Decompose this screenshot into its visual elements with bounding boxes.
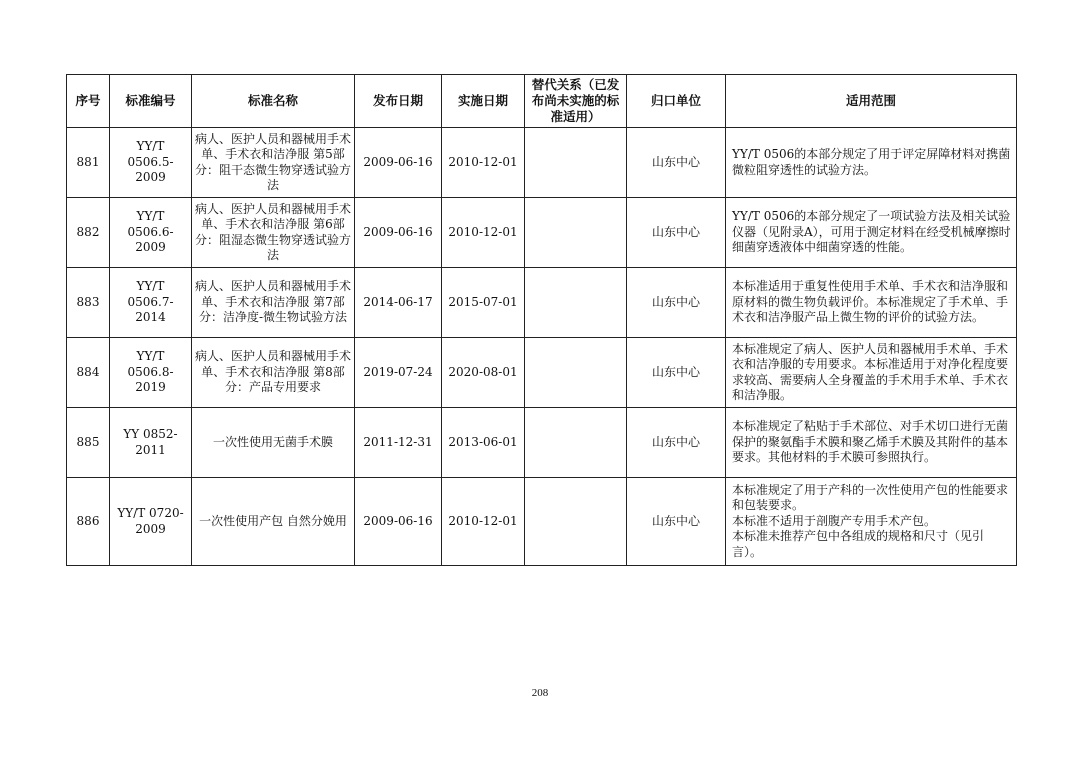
table-row [67, 198, 1017, 268]
cell-code: YY/T 0506.7-2014 [110, 268, 192, 338]
cell-unit: 山东中心 [627, 478, 726, 566]
cell-impl-date: 2010-12-01 [442, 198, 525, 268]
cell-impl-date: 2015-07-01 [442, 268, 525, 338]
cell-replace [525, 128, 627, 198]
cell-scope [726, 478, 1017, 566]
cell-code: YY 0852-2011 [110, 408, 192, 478]
cell-name: 病人、医护人员和器械用手术单、手术衣和洁净服 第6部分：阻湿态微生物穿透试验方法 [192, 198, 355, 268]
cell-name: 病人、医护人员和器械用手术单、手术衣和洁净服 第5部分：阻干态微生物穿透试验方法 [192, 128, 355, 198]
header-cell-impl-date: 实施日期 [442, 75, 525, 128]
cell-replace [525, 338, 627, 408]
cell-scope: YY/T 0506的本部分规定了用于评定屏障材料对携菌微粒阻穿透性的试验方法。 [726, 128, 1017, 198]
cell-scope: 本标准规定了病人、医护人员和器械用手术单、手术衣和洁净服的专用要求。本标准适用于对净化程度要求较高、需要病人全身覆盖的手术用手术单、手术衣和洁净服。 [726, 338, 1017, 408]
cell-replace [525, 478, 627, 566]
cell-code: YY/T 0506.8-2019 [110, 338, 192, 408]
cell-unit: 山东中心 [627, 268, 726, 338]
header-cell-unit: 归口单位 [627, 75, 726, 128]
scope-line: 本标准未推荐产包中各组成的规格和尺寸（见引言）。 [732, 529, 985, 559]
cell-publish-date: 2009-06-16 [355, 198, 442, 268]
cell-impl-date: 2013-06-01 [442, 408, 525, 478]
cell-publish-date: 2009-06-16 [355, 128, 442, 198]
header-cell-no: 序号 [67, 75, 110, 128]
cell-unit: 山东中心 [627, 128, 726, 198]
table-row [67, 128, 1017, 198]
cell-publish-date: 2014-06-17 [355, 268, 442, 338]
cell-no: 881 [67, 128, 110, 198]
cell-replace [525, 268, 627, 338]
cell-scope: 本标准规定了粘贴于手术部位、对手术切口进行无菌保护的聚氨酯手术膜和聚乙烯手术膜及其附件的基本要求。其他材料的手术膜可参照执行。 [726, 408, 1017, 478]
header-cell-name: 标准名称 [192, 75, 355, 128]
cell-impl-date: 2010-12-01 [442, 478, 525, 566]
cell-publish-date: 2009-06-16 [355, 478, 442, 566]
cell-no: 886 [67, 478, 110, 566]
scope-line: 本标准不适用于剖腹产专用手术产包。 [732, 513, 937, 528]
cell-scope: 本标准适用于重复性使用手术单、手术衣和洁净服和原材料的微生物负载评价。本标准规定了手术单、手术衣和洁净服产品上微生物的评价的试验方法。 [726, 268, 1017, 338]
cell-name: 一次性使用无菌手术膜 [192, 408, 355, 478]
header-cell-publish-date: 发布日期 [355, 75, 442, 128]
cell-name: 病人、医护人员和器械用手术单、手术衣和洁净服 第8部分：产品专用要求 [192, 338, 355, 408]
cell-replace [525, 408, 627, 478]
table-header-row [67, 75, 1017, 128]
cell-publish-date: 2011-12-31 [355, 408, 442, 478]
cell-unit: 山东中心 [627, 198, 726, 268]
cell-code: YY/T 0506.5-2009 [110, 128, 192, 198]
cell-code: YY/T 0506.6-2009 [110, 198, 192, 268]
table-row [67, 268, 1017, 338]
table-row [67, 338, 1017, 408]
cell-scope: YY/T 0506的本部分规定了一项试验方法及相关试验仪器（见附录A），可用于测定材料在经受机械摩擦时细菌穿透液体中细菌穿透的性能。 [726, 198, 1017, 268]
header-cell-scope: 适用范围 [726, 75, 1017, 128]
cell-impl-date: 2020-08-01 [442, 338, 525, 408]
cell-replace [525, 198, 627, 268]
cell-unit: 山东中心 [627, 408, 726, 478]
cell-code: YY/T 0720-2009 [110, 478, 192, 566]
cell-publish-date: 2019-07-24 [355, 338, 442, 408]
table-row [67, 478, 1017, 566]
standards-table [66, 74, 1017, 566]
table-row [67, 408, 1017, 478]
cell-no: 883 [67, 268, 110, 338]
cell-no: 884 [67, 338, 110, 408]
page-number: 208 [531, 687, 549, 699]
header-cell-replace: 替代关系（已发布尚未实施的标准适用） [525, 75, 627, 128]
cell-no: 885 [67, 408, 110, 478]
cell-impl-date: 2010-12-01 [442, 128, 525, 198]
cell-name: 病人、医护人员和器械用手术单、手术衣和洁净服 第7部分：洁净度-微生物试验方法 [192, 268, 355, 338]
cell-name: 一次性使用产包 自然分娩用 [192, 478, 355, 566]
cell-no: 882 [67, 198, 110, 268]
header-cell-code: 标准编号 [110, 75, 192, 128]
scope-line: 本标准规定了用于产科的一次性使用产包的性能要求和包装要求。 [732, 482, 1009, 513]
cell-unit: 山东中心 [627, 338, 726, 408]
